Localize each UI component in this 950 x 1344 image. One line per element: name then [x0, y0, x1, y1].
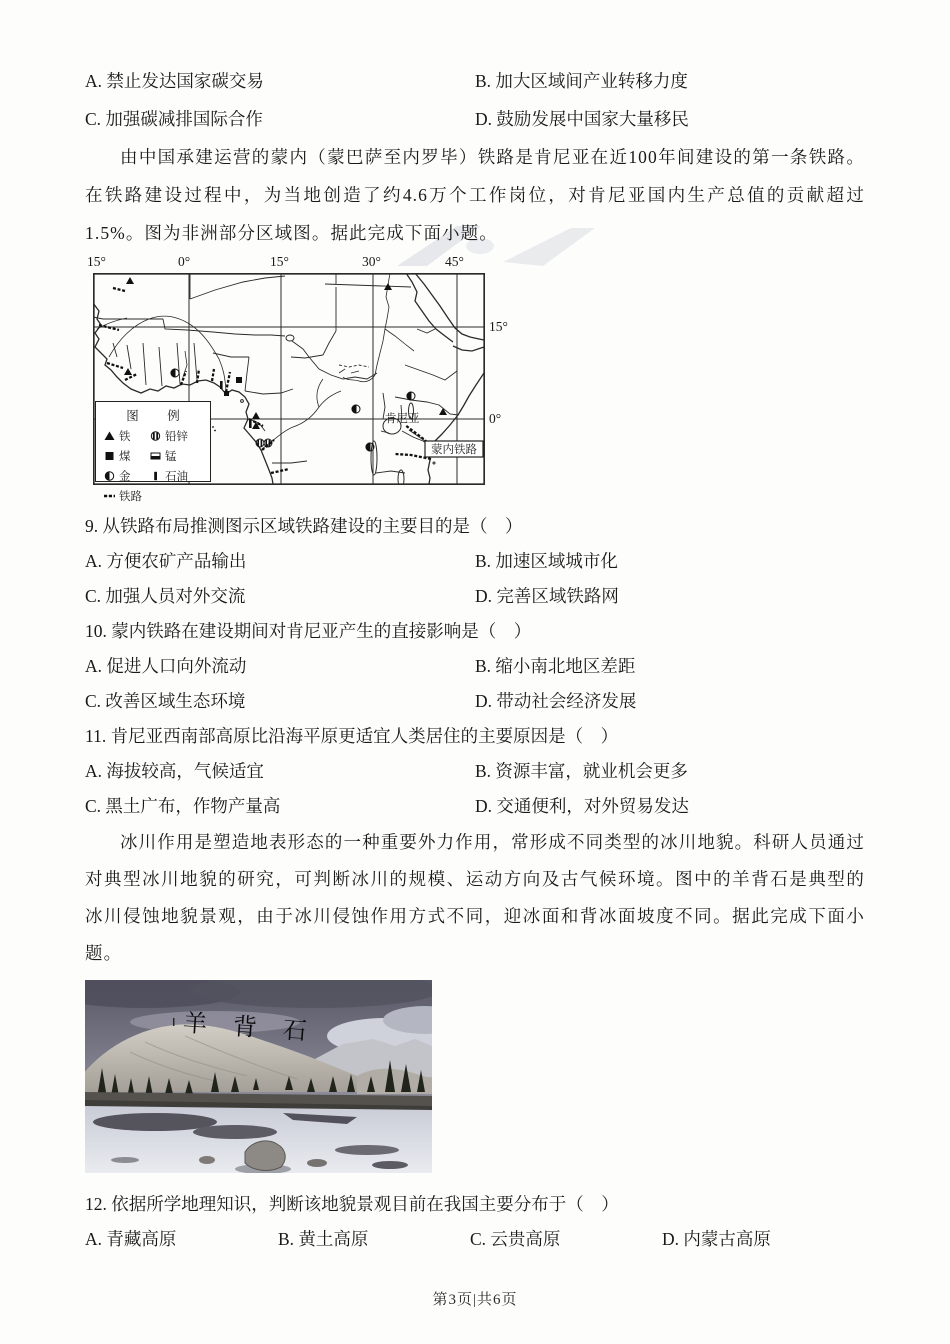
- q11-option-b: B. 资源丰富，就业机会更多: [475, 761, 688, 781]
- lon-label-0: 0°: [178, 254, 191, 269]
- lat-label-15n: 15°: [489, 319, 508, 334]
- prev-option-d: D. 鼓励发展中国家大量移民: [475, 109, 689, 129]
- lat-label-0: 0°: [489, 411, 502, 426]
- question-11-stem: 11. 肯尼亚西南部高原比沿海平原更适宜人类居住的主要原因是（ ）: [85, 726, 619, 746]
- passage-glacier: 冰川作用是塑造地表形态的一种重要外力作用，常形成不同类型的冰川地貌。科研人员通过对典型冰川地貌的研究，可判断冰川的规模、运动方向及古气候环境。图中的羊背石是典型的冰川侵蚀地貌景观，由于冰川侵蚀作用方式不同，迎冰面和背冰面坡度不同。据此完成下面小题。: [85, 832, 865, 963]
- q9-option-d: D. 完善区域铁路网: [475, 586, 619, 606]
- q11-option-a: A. 海拔较高，气候适宜: [85, 761, 264, 781]
- question-11: [85, 719, 865, 824]
- legend-item-coal: 煤: [103, 448, 149, 464]
- lon-label-45e: 45°: [445, 254, 464, 269]
- legend-item-leadzinc: 铅锌: [149, 428, 210, 444]
- q10-option-a: A. 促进人口向外流动: [85, 656, 247, 676]
- prev-options-row-2: [85, 100, 865, 138]
- page-number-footer: 第3页|共6页: [432, 1292, 518, 1308]
- gold-circle-icon: [103, 471, 116, 481]
- lon-label-30e: 30°: [362, 254, 381, 269]
- q12-option-b: B. 黄土高原: [278, 1229, 369, 1249]
- q12-option-c: C. 云贵高原: [470, 1229, 561, 1249]
- roche-moutonnee-label: 羊背石: [182, 1010, 334, 1048]
- longitude-labels: [87, 254, 533, 273]
- q11-option-d: D. 交通便利，对外贸易发达: [475, 796, 689, 816]
- lon-label-15w: 15°: [87, 254, 106, 269]
- coal-square-icon: [103, 451, 116, 461]
- africa-map-figure: [87, 254, 533, 503]
- passage-railway: 由中国承建运营的蒙内（蒙巴萨至内罗毕）铁路是肯尼亚在近100年间建设的第一条铁路。在铁路建设过程中，为当地创造了约4.6万个工作岗位，对肯尼亚国内生产总值的贡献超过1.5%。图为非洲部分区域图。据此完成下面小题。: [85, 147, 865, 243]
- prev-option-b: B. 加大区域间产业转移力度: [475, 71, 688, 91]
- q9-option-c: C. 加强人员对外交流: [85, 586, 246, 606]
- page-content: [85, 0, 865, 1257]
- q9-option-a: A. 方便农矿产品输出: [85, 551, 247, 571]
- legend-item-railway: 铁路: [103, 488, 210, 504]
- legend-item-iron: 铁: [103, 428, 149, 444]
- prev-option-c: C. 加强碳减排国际合作: [85, 109, 263, 129]
- railway-line-icon: [103, 491, 116, 501]
- q10-option-b: B. 缩小南北地区差距: [475, 656, 636, 676]
- mombasa-nairobi-railway-label: 蒙内铁路: [431, 444, 477, 456]
- manganese-icon: [149, 451, 162, 461]
- q12-option-d: D. 内蒙古高原: [662, 1229, 771, 1249]
- question-12-stem: 12. 依据所学地理知识，判断该地貌景观目前在我国主要分布于（ ）: [85, 1194, 619, 1214]
- q9-option-b: B. 加速区域城市化: [475, 551, 618, 571]
- iron-triangle-icon: [103, 431, 116, 441]
- prev-option-a: A. 禁止发达国家碳交易: [85, 71, 264, 91]
- q10-option-c: C. 改善区域生态环境: [85, 691, 246, 711]
- question-9-stem: 9. 从铁路布局推测图示区域铁路建设的主要目的是（ ）: [85, 516, 523, 536]
- lon-label-15e: 15°: [270, 254, 289, 269]
- legend-title: 图 例: [126, 409, 188, 423]
- legend-item-gold: 金: [103, 468, 149, 484]
- kenya-label: 肯尼亚: [385, 413, 420, 425]
- q12-option-a: A. 青藏高原: [85, 1229, 177, 1249]
- q11-option-c: C. 黑土广布，作物产量高: [85, 796, 281, 816]
- question-12-options: [85, 1222, 865, 1257]
- question-10-stem: 10. 蒙内铁路在建设期间对肯尼亚产生的直接影响是（ ）: [85, 621, 532, 641]
- roche-moutonnee-photo: [85, 980, 432, 1173]
- prev-options-row-1: [85, 62, 865, 100]
- legend-item-oil: 石油: [149, 468, 210, 484]
- oil-bar-icon: [149, 471, 162, 481]
- map-legend: [95, 401, 211, 503]
- question-9: [85, 509, 865, 614]
- legend-item-manganese: 锰: [149, 448, 210, 464]
- question-10: [85, 614, 865, 719]
- leadzinc-circle-icon: [149, 431, 162, 441]
- q10-option-d: D. 带动社会经济发展: [475, 691, 637, 711]
